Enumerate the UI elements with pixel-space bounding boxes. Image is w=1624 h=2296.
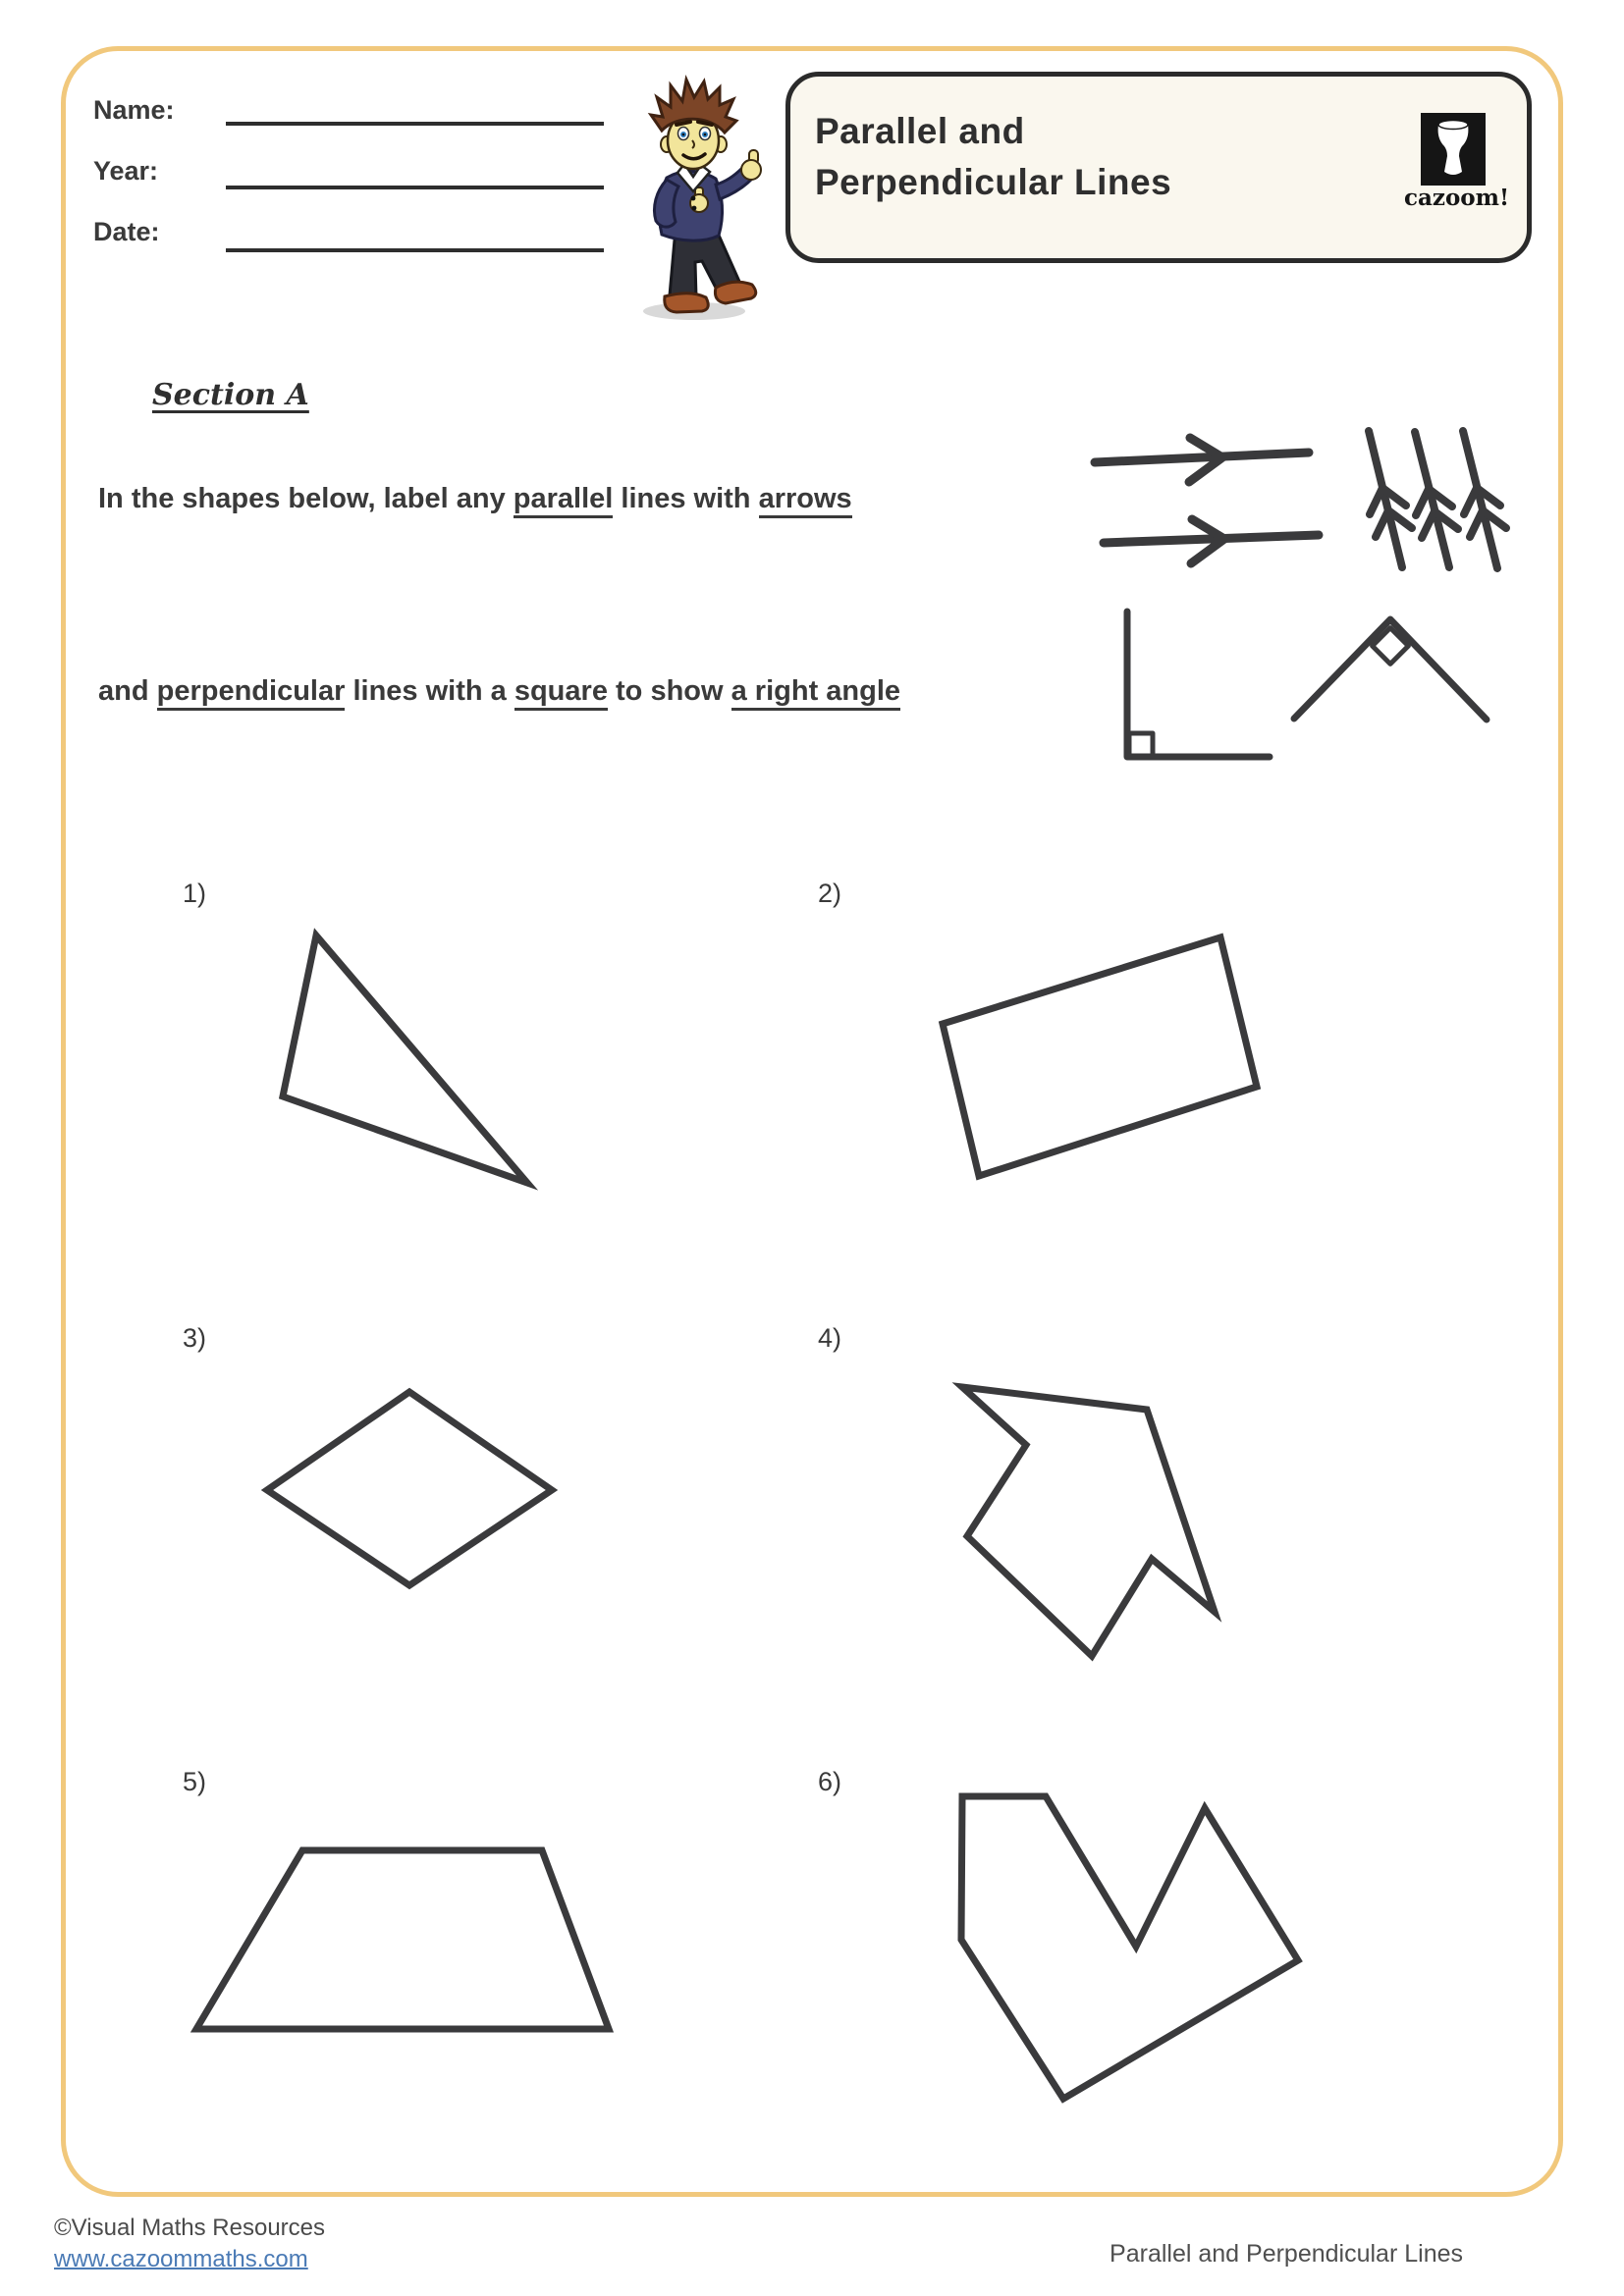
shape-5-label: 5) (183, 1767, 207, 1796)
footer-doc-title: Parallel and Perpendicular Lines (1110, 2240, 1463, 2268)
instruction-line-2 (98, 675, 900, 708)
worksheet-title (815, 106, 1404, 208)
keyword-arrows: arrows (759, 483, 852, 518)
name-label: Name: (93, 95, 175, 125)
year-line (226, 186, 604, 189)
instruction-text: to show (607, 675, 731, 707)
mascot-arm-left (654, 180, 678, 227)
footer-copyright: ©Visual Maths Resources (54, 2215, 326, 2241)
section-heading: Section A (152, 378, 309, 412)
name-line (226, 122, 604, 126)
date-line (226, 248, 604, 252)
instruction-text: lines with (613, 483, 759, 514)
instruction-text: lines with a (345, 675, 514, 707)
title-line-1: Parallel and (815, 111, 1025, 151)
date-label: Date: (93, 217, 160, 246)
cazoom-logo (1421, 113, 1486, 186)
instruction-line-1 (98, 483, 852, 515)
title-line-2: Perpendicular Lines (815, 162, 1172, 202)
djembe-drum-icon (1421, 113, 1486, 186)
keyword-square: square (514, 675, 608, 711)
footer-website-link[interactable]: www.cazoommaths.com (54, 2246, 308, 2272)
shape-6-label: 6) (818, 1767, 842, 1796)
shape-3-label: 3) (183, 1323, 207, 1353)
cazoom-logo-text: cazoom! (1404, 185, 1510, 211)
mascot-hand (741, 160, 761, 180)
mascot-illustration (622, 54, 771, 324)
instruction-text: and (98, 675, 157, 707)
instruction-text: In the shapes below, label any (98, 483, 514, 514)
mascot-shoe-right (715, 282, 755, 303)
mascot-shoe-left (665, 294, 709, 312)
shape-4-label: 4) (818, 1323, 842, 1353)
keyword-parallel: parallel (514, 483, 614, 518)
keyword-perpendicular: perpendicular (157, 675, 346, 711)
year-label: Year: (93, 156, 159, 186)
page-border (61, 46, 1563, 2197)
shape-1-label: 1) (183, 879, 207, 908)
shape-2-label: 2) (818, 879, 842, 908)
keyword-right-angle: a right angle (731, 675, 900, 711)
